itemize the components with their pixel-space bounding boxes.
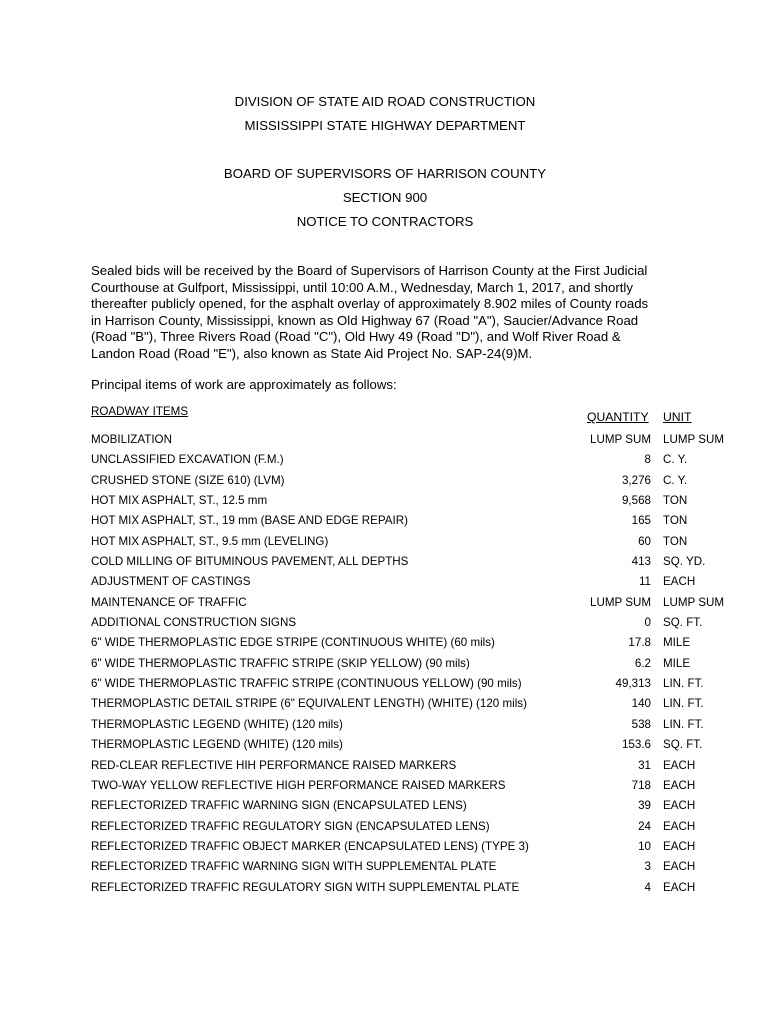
item-description: HOT MIX ASPHALT, ST., 12.5 mm — [91, 494, 268, 508]
item-unit: EACH — [663, 575, 696, 589]
item-unit: LUMP SUM — [663, 433, 724, 446]
item-quantity: 10 — [638, 839, 651, 853]
table-row — [0, 878, 770, 898]
item-description: COLD MILLING OF BITUMINOUS PAVEMENT, ALL DEPTHS — [91, 555, 409, 569]
item-description: REFLECTORIZED TRAFFIC OBJECT MARKER (ENCAPSULATED LENS) (TYPE 3) — [91, 839, 529, 853]
header-division: DIVISION OF STATE AID ROAD CONSTRUCTION — [234, 94, 536, 109]
item-quantity: 3,276 — [621, 473, 651, 487]
item-quantity: 6.2 — [634, 656, 651, 670]
item-quantity: 538 — [631, 717, 651, 731]
item-quantity: 0 — [644, 616, 651, 630]
item-quantity: 9,568 — [621, 494, 651, 508]
item-unit: SQ. FT. — [663, 738, 703, 752]
table-row — [0, 511, 770, 531]
table-row — [0, 817, 770, 837]
item-description: UNCLASSIFIED EXCAVATION (F.M.) — [91, 453, 284, 467]
table-row — [0, 471, 770, 491]
table-row — [0, 796, 770, 816]
header-board: BOARD OF SUPERVISORS OF HARRISON COUNTY — [223, 166, 547, 181]
item-unit: EACH — [663, 839, 696, 853]
item-description: ADJUSTMENT OF CASTINGS — [91, 575, 251, 589]
table-row — [0, 694, 770, 714]
item-unit: EACH — [663, 860, 696, 874]
item-quantity: LUMP SUM — [590, 433, 651, 446]
item-description: MOBILIZATION — [91, 433, 172, 446]
item-quantity: 413 — [631, 555, 651, 569]
item-quantity: 8 — [644, 453, 651, 467]
table-row — [0, 776, 770, 796]
item-unit: EACH — [663, 758, 696, 772]
header-section: SECTION 900 — [342, 190, 428, 205]
unit-column-header: UNIT — [663, 410, 692, 424]
item-description: REFLECTORIZED TRAFFIC WARNING SIGN (ENCAPSULATED LENS) — [91, 799, 467, 813]
item-quantity: 39 — [638, 799, 651, 813]
item-description: REFLECTORIZED TRAFFIC REGULATORY SIGN WITH SUPPLEMENTAL PLATE — [91, 880, 520, 894]
item-unit: TON — [663, 494, 688, 508]
item-description: RED-CLEAR REFLECTIVE HIH PERFORMANCE RAISED MARKERS — [91, 758, 457, 772]
notice-line: Landon Road (Road "E"), also known as State Aid Project No. SAP-24(9)M. — [91, 345, 533, 361]
item-quantity: 140 — [631, 697, 651, 711]
item-unit: SQ. YD. — [663, 555, 706, 569]
notice-line: Sealed bids will be received by the Board of Supervisors of Harrison County at the First Judicial — [91, 263, 648, 278]
item-description: REFLECTORIZED TRAFFIC WARNING SIGN WITH SUPPLEMENTAL PLATE — [91, 860, 497, 874]
item-quantity: 3 — [644, 860, 651, 874]
item-quantity: 153.6 — [621, 738, 651, 752]
notice-line: Courthouse at Gulfport, Mississippi, until 10:00 A.M., Wednesday, March 1, 2017, and shortly — [91, 279, 633, 295]
notice-line: (Road "B"), Three Rivers Road (Road "C"), Old Hwy 49 (Road "D"), and Wolf River Road & — [91, 329, 621, 345]
table-row — [0, 633, 770, 653]
item-unit: LIN. FT. — [663, 717, 704, 731]
item-unit: C. Y. — [663, 473, 688, 487]
table-row — [0, 430, 770, 450]
table-row — [0, 674, 770, 694]
item-unit: TON — [663, 514, 688, 528]
table-row — [0, 572, 770, 592]
roadway-items-heading: ROADWAY ITEMS — [91, 405, 189, 418]
item-quantity: 49,313 — [615, 677, 651, 691]
item-quantity: 31 — [638, 758, 651, 772]
item-unit: MILE — [663, 636, 691, 650]
table-row — [0, 837, 770, 857]
item-description: MAINTENANCE OF TRAFFIC — [91, 595, 247, 609]
table-row — [0, 593, 770, 613]
item-description: THERMOPLASTIC LEGEND (WHITE) (120 mils) — [91, 717, 343, 731]
header-notice-title: NOTICE TO CONTRACTORS — [296, 214, 474, 229]
item-unit: SQ. FT. — [663, 616, 703, 630]
item-quantity: 4 — [644, 880, 651, 894]
header-department: MISSISSIPPI STATE HIGHWAY DEPARTMENT — [244, 118, 526, 133]
table-row — [0, 552, 770, 572]
table-row — [0, 532, 770, 552]
item-description: TWO-WAY YELLOW REFLECTIVE HIGH PERFORMANCE RAISED MARKERS — [91, 778, 506, 792]
item-description: HOT MIX ASPHALT, ST., 19 mm (BASE AND EDGE REPAIR) — [91, 514, 408, 528]
item-quantity: 24 — [638, 819, 651, 833]
table-row — [0, 715, 770, 735]
item-description: REFLECTORIZED TRAFFIC REGULATORY SIGN (ENCAPSULATED LENS) — [91, 819, 490, 833]
item-description: CRUSHED STONE (SIZE 610) (LVM) — [91, 473, 285, 487]
table-row — [0, 491, 770, 511]
item-description: THERMOPLASTIC DETAIL STRIPE (6" EQUIVALENT LENGTH) (WHITE) (120 mils) — [91, 697, 527, 711]
item-unit: EACH — [663, 799, 696, 813]
items-intro: Principal items of work are approximately as follows: — [91, 377, 397, 392]
item-quantity: 60 — [638, 534, 651, 548]
table-row — [0, 756, 770, 776]
item-quantity: 718 — [631, 778, 651, 792]
item-description: ADDITIONAL CONSTRUCTION SIGNS — [91, 616, 297, 630]
item-description: HOT MIX ASPHALT, ST., 9.5 mm (LEVELING) — [91, 534, 329, 548]
item-unit: MILE — [663, 656, 691, 670]
item-quantity: LUMP SUM — [590, 595, 651, 609]
item-unit: TON — [663, 534, 688, 548]
quantity-column-header: QUANTITY — [587, 410, 649, 424]
item-unit: LUMP SUM — [663, 595, 724, 609]
item-quantity: 11 — [638, 575, 651, 589]
table-row — [0, 735, 770, 755]
item-description: THERMOPLASTIC LEGEND (WHITE) (120 mils) — [91, 738, 343, 752]
notice-paragraph — [91, 263, 691, 363]
item-unit: C. Y. — [663, 453, 688, 467]
item-unit: EACH — [663, 819, 696, 833]
item-unit: EACH — [663, 778, 696, 792]
item-quantity: 17.8 — [628, 636, 651, 650]
item-description: 6" WIDE THERMOPLASTIC TRAFFIC STRIPE (SKIP YELLOW) (90 mils) — [91, 656, 470, 670]
table-row — [0, 857, 770, 877]
table-row — [0, 613, 770, 633]
item-description: 6" WIDE THERMOPLASTIC TRAFFIC STRIPE (CONTINUOUS YELLOW) (90 mils) — [91, 677, 522, 691]
item-unit: LIN. FT. — [663, 697, 704, 711]
item-unit: LIN. FT. — [663, 677, 704, 691]
item-quantity: 165 — [631, 514, 651, 528]
notice-line: in Harrison County, Mississippi, known as Old Highway 67 (Road "A"), Saucier/Advance Road — [91, 312, 639, 328]
table-row — [0, 654, 770, 674]
item-description: 6" WIDE THERMOPLASTIC EDGE STRIPE (CONTINUOUS WHITE) (60 mils) — [91, 636, 495, 650]
notice-line: thereafter publicly opened, for the asphalt overlay of approximately 8.902 miles of County roads — [91, 296, 649, 312]
items-list — [0, 430, 770, 898]
table-row — [0, 450, 770, 470]
item-unit: EACH — [663, 880, 696, 894]
